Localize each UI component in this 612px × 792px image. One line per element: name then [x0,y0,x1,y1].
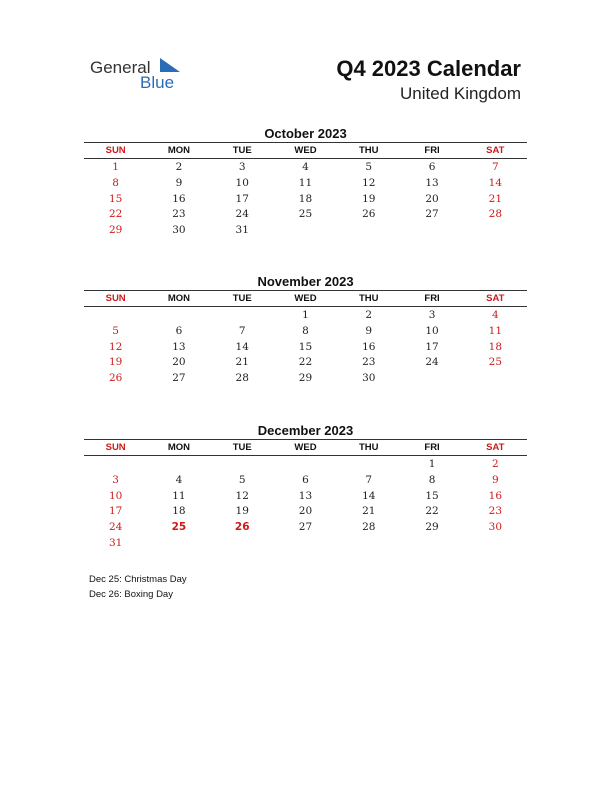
month-october [84,125,527,238]
day-cell: 8 [302,324,309,337]
month-title: December 2023 [257,423,354,438]
day-cell: 8 [428,473,436,486]
empty-day-cell [337,535,400,551]
day-cell: 14 [235,340,249,353]
empty-day-cell [211,456,274,472]
logo-triangle-icon [160,58,180,72]
month-december [84,422,527,551]
day-cell: 2 [365,309,373,321]
weekday-label: WED [294,442,317,453]
generalblue-logo [90,58,200,94]
day-cell: 18 [172,505,186,518]
day-cell: 7 [365,473,373,486]
day-cell: 29 [425,521,439,534]
day-cell: 27 [425,208,439,221]
day-cell: 5 [365,161,373,173]
day-cell: 26 [362,208,376,221]
day-cell: 21 [488,192,503,205]
week-row [84,370,527,386]
week-row [84,191,527,207]
holiday-list [89,572,187,602]
day-cell: 16 [362,340,376,353]
day-cell: 1 [112,161,119,173]
day-cell: 10 [108,489,123,502]
weekday-label: WED [294,293,317,304]
day-cell: 28 [362,521,376,534]
month-title: October 2023 [264,126,347,141]
week-row [84,339,527,355]
day-cell: 19 [108,356,123,369]
week-row [84,535,527,551]
day-cell: 26 [108,372,123,385]
day-cell: 5 [238,473,246,486]
weekday-label: THU [359,145,379,156]
empty-day-cell [211,535,274,551]
week-row [84,503,527,519]
empty-day-cell [464,370,527,386]
day-cell: 17 [108,505,123,518]
day-cell: 10 [235,176,249,189]
logo-word-blue: Blue [140,73,175,92]
empty-day-cell [337,456,400,472]
empty-day-cell [400,535,463,551]
weekday-label: TUE [232,293,252,304]
day-cell: 23 [362,356,376,369]
day-cell: 3 [112,473,119,486]
day-cell: 6 [175,324,183,337]
day-cell: 9 [365,324,373,337]
empty-day-cell [274,222,337,238]
weekday-label: MON [167,145,190,156]
day-cell: 6 [428,161,436,173]
logo-word-general: General [90,58,151,77]
weekday-label: THU [359,442,379,453]
day-cell: 1 [428,458,436,470]
weekday-label: SUN [105,145,126,156]
day-cell: 28 [235,372,249,385]
weekday-label: TUE [232,442,252,453]
week-row [84,472,527,488]
day-cell: 7 [238,324,246,337]
weekday-header-row [84,142,527,159]
day-cell: 24 [425,356,439,369]
day-cell: 17 [235,192,249,205]
day-cell: 12 [235,489,249,502]
day-cell: 15 [425,489,439,502]
day-cell: 28 [488,208,503,221]
weekday-label: MON [167,442,190,453]
month-title: November 2023 [257,274,354,289]
empty-day-cell [274,535,337,551]
empty-day-cell [147,535,210,551]
empty-day-cell [211,307,274,323]
day-cell: 4 [302,161,309,173]
empty-day-cell [147,456,210,472]
day-cell: 3 [238,161,246,173]
weekday-label: SAT [486,145,505,156]
week-row [84,456,527,472]
page-subtitle: United Kingdom [400,84,521,103]
week-row [84,488,527,504]
weekday-label: SUN [105,442,126,453]
day-cell: 27 [172,372,186,385]
day-cell: 22 [425,505,439,518]
page-title: Q4 2023 Calendar [336,56,521,81]
week-row [84,222,527,238]
weekday-label: FRI [424,442,440,453]
weekday-label: TUE [232,145,252,156]
day-cell: 15 [298,340,313,353]
day-cell: 24 [235,208,249,221]
day-cell: 24 [108,521,123,534]
day-cell: 8 [112,176,119,189]
day-cell: 21 [235,356,249,369]
week-row [84,354,527,370]
day-cell: 30 [362,372,376,385]
day-cell: 9 [175,176,183,189]
holiday-item: Dec 25: Christmas Day [89,574,187,585]
day-cell: 16 [488,489,503,502]
day-cell: 22 [298,356,313,369]
day-cell: 11 [488,324,503,337]
day-cell: 21 [362,505,376,518]
weekday-label: THU [359,293,379,304]
day-cell: 5 [112,324,119,337]
week-row [84,206,527,222]
day-cell: 19 [235,505,249,518]
day-cell: 25 [171,521,187,534]
day-cell: 12 [362,176,376,189]
day-cell: 3 [428,309,436,321]
day-cell: 16 [172,192,186,205]
day-cell: 30 [172,224,186,237]
day-cell: 18 [488,340,503,353]
day-cell: 31 [235,224,249,237]
day-cell: 2 [175,161,183,173]
day-cell: 11 [298,176,313,189]
day-cell: 13 [425,176,439,189]
day-cell: 20 [172,356,186,369]
day-cell: 12 [108,340,123,353]
day-cell: 30 [488,521,503,534]
weekday-label: SUN [105,293,126,304]
day-cell: 31 [108,536,123,549]
weekday-header-row [84,439,527,456]
weekday-label: MON [167,293,190,304]
day-cell: 13 [298,489,313,502]
day-cell: 19 [362,192,376,205]
day-cell: 1 [302,309,309,321]
week-row [84,307,527,323]
day-cell: 23 [488,505,503,518]
weekday-label: WED [294,145,317,156]
month-november [84,273,527,386]
weekday-label: FRI [424,293,440,304]
empty-day-cell [274,456,337,472]
day-cell: 4 [175,473,183,486]
day-cell: 23 [172,208,186,221]
day-cell: 27 [298,521,313,534]
day-cell: 20 [298,505,313,518]
week-row [84,323,527,339]
day-cell: 15 [108,192,123,205]
weekday-label: FRI [424,145,440,156]
weekday-header-row [84,290,527,307]
day-cell: 9 [491,473,499,486]
day-cell: 6 [302,473,309,486]
weekday-label: SAT [486,293,505,304]
holiday-item: Dec 26: Boxing Day [89,589,173,600]
day-cell: 29 [108,224,123,237]
empty-day-cell [400,370,463,386]
day-cell: 29 [298,372,313,385]
empty-day-cell [400,222,463,238]
day-cell: 22 [108,208,123,221]
empty-day-cell [337,222,400,238]
week-row [84,159,527,175]
day-cell: 20 [425,192,439,205]
day-cell: 2 [491,458,499,470]
week-row [84,175,527,191]
day-cell: 18 [298,192,313,205]
day-cell: 4 [491,309,499,321]
empty-day-cell [464,535,527,551]
weekday-label: SAT [486,442,505,453]
day-cell: 10 [425,324,439,337]
week-row [84,519,527,535]
day-cell: 26 [234,521,250,534]
day-cell: 13 [172,340,186,353]
empty-day-cell [84,307,147,323]
empty-day-cell [464,222,527,238]
day-cell: 14 [488,176,503,189]
day-cell: 25 [298,208,313,221]
day-cell: 7 [491,161,499,173]
day-cell: 11 [172,489,186,502]
empty-day-cell [147,307,210,323]
day-cell: 14 [362,489,376,502]
day-cell: 17 [425,340,439,353]
day-cell: 25 [488,356,503,369]
empty-day-cell [84,456,147,472]
